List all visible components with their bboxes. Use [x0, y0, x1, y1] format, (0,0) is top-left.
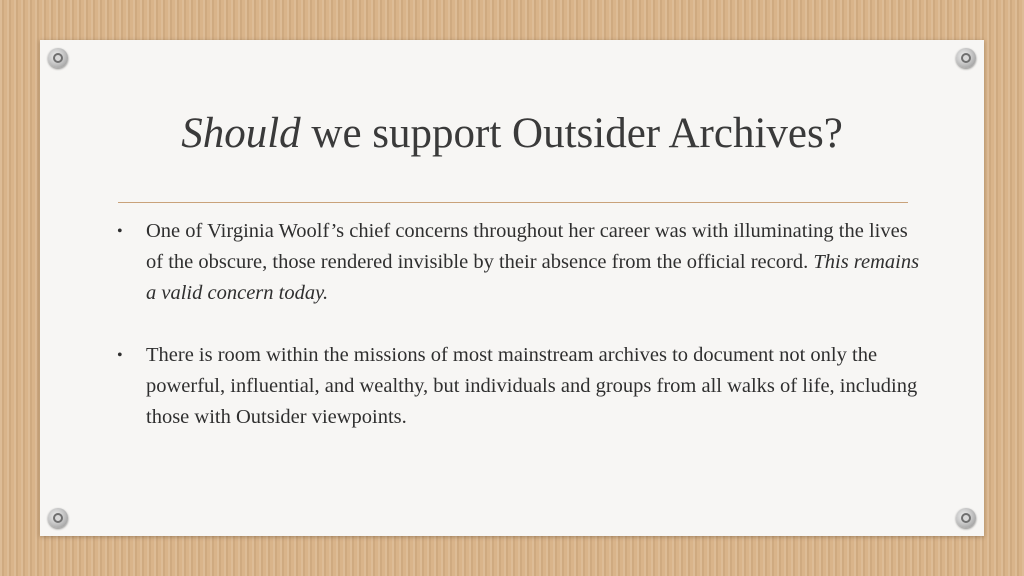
title-divider — [118, 202, 908, 203]
slide-board — [40, 40, 984, 536]
bullet-item — [113, 340, 923, 433]
bullet-text: One of Virginia Woolf’s chief concerns throughout her career was with illuminating the lives of the obscure, those rendered invisible by their absence from the official record. — [146, 220, 908, 273]
pushpin-icon — [48, 48, 68, 68]
pushpin-icon — [48, 508, 68, 528]
bullet-dot-icon: • — [117, 347, 123, 364]
bullet-text: There is room within the missions of most mainstream archives to document not only the powerful, influential, and wealthy, but individuals and groups from all walks of life, including those with Outsider viewpoints. — [146, 344, 918, 428]
slide-title — [40, 112, 984, 155]
bullet-dot-icon: • — [117, 223, 123, 240]
pushpin-icon — [956, 508, 976, 528]
bullet-italic-text: This remains a valid concern today. — [146, 251, 920, 304]
title-emphasis: Should — [181, 110, 301, 157]
bullet-list — [113, 216, 923, 464]
bullet-item — [113, 216, 923, 309]
title-text: we support Outsider Archives? — [311, 110, 843, 157]
pushpin-icon — [956, 48, 976, 68]
